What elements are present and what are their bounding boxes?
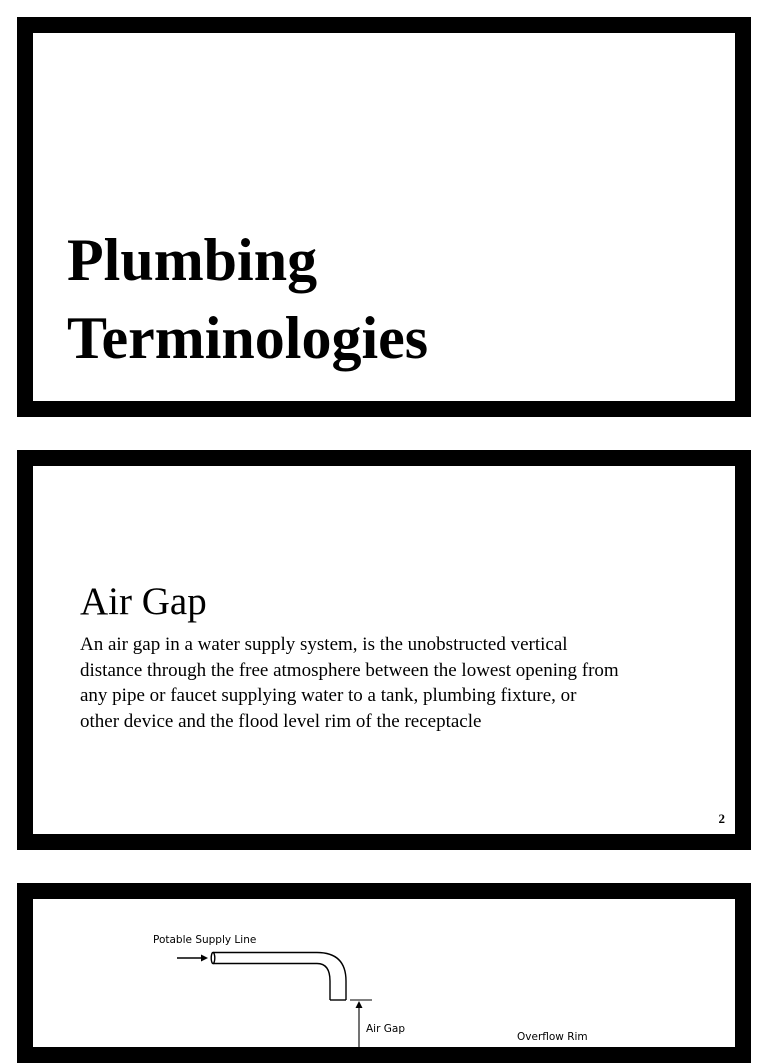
slide-content <box>33 899 735 1047</box>
label-overflow-rim: Overflow Rim <box>517 1031 588 1043</box>
title-line-2: Terminologies <box>67 305 429 371</box>
label-potable-supply-line: Potable Supply Line <box>153 934 257 946</box>
presentation-title <box>67 221 428 377</box>
slide-body-text: An air gap in a water supply system, is the unobstructed vertical distance through the free atmosphere between the lowest opening from any pipe or faucet supplying water to a tank, plumbing fixture, or other device and the flood level rim of the receptacle <box>80 634 619 732</box>
slide-heading: Air Gap <box>80 580 207 623</box>
label-air-gap: Air Gap <box>366 1023 405 1035</box>
slide-title <box>17 17 751 417</box>
air-gap-dimension-icon <box>356 1001 363 1047</box>
supply-arrow-icon <box>177 955 208 962</box>
supply-pipe <box>211 953 372 1001</box>
air-gap-diagram <box>33 899 735 1047</box>
page-number: 2 <box>718 811 725 826</box>
slide-air-gap <box>17 450 751 850</box>
slide-content <box>33 33 735 401</box>
slide-air-gap-diagram <box>17 883 751 1063</box>
title-line-1: Plumbing <box>67 227 318 293</box>
slide-content <box>33 466 735 834</box>
